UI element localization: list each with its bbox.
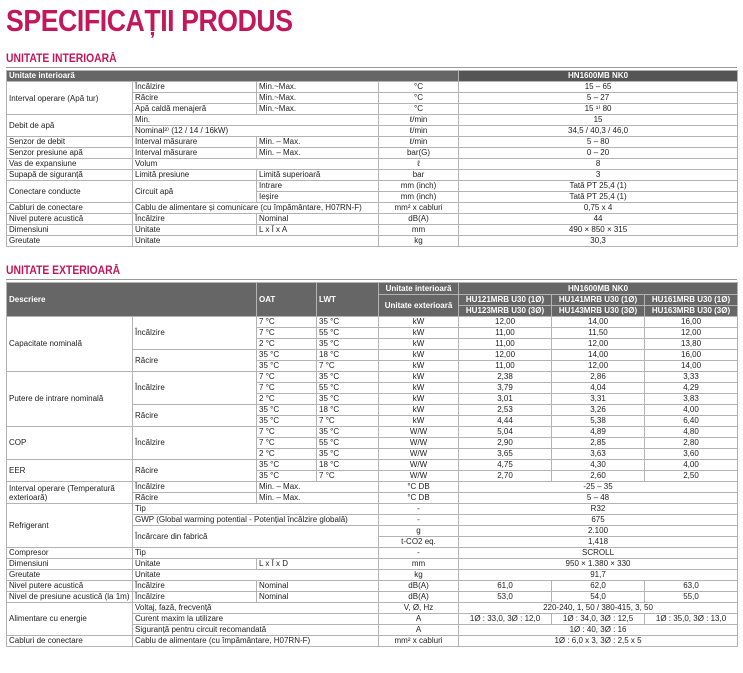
outdoor-model-2a: HU141MRB U30 (1Ø): [552, 295, 645, 306]
row-label: Greutate: [7, 236, 133, 247]
row-value: 3,60: [645, 449, 738, 460]
row-value: 11,00: [459, 328, 552, 339]
row-label: Conectare conducte: [7, 181, 133, 203]
outdoor-model-3a: HU161MRB U30 (1Ø): [645, 295, 738, 306]
row-unit: mm² x cabluri: [379, 636, 459, 647]
oat-value: 35 °C: [257, 405, 317, 416]
table-row: [7, 636, 738, 647]
table-row: [7, 137, 738, 148]
row-sublabel: Unitate: [133, 225, 257, 236]
row-sublabel: Tip: [133, 548, 379, 559]
row-value: 2,53: [459, 405, 552, 416]
row-unit: A: [379, 614, 459, 625]
row-sublabel: Încălzire: [133, 214, 257, 225]
row-value: 53,0: [459, 592, 552, 603]
row-unit: °C: [379, 93, 459, 104]
row-unit: °C: [379, 82, 459, 93]
oat-value: 7 °C: [257, 383, 317, 394]
oat-value: 7 °C: [257, 372, 317, 383]
oat-value: 7 °C: [257, 328, 317, 339]
table-row: [7, 427, 738, 438]
row-value: 11,00: [459, 361, 552, 372]
row-value: 950 × 1.380 × 330: [459, 559, 738, 570]
outdoor-header-lwt: LWT: [317, 283, 379, 317]
oat-value: 2 °C: [257, 394, 317, 405]
lwt-value: 18 °C: [317, 460, 379, 471]
cap-mode-label: Încălzire: [133, 317, 257, 350]
row-unit: kW: [379, 394, 459, 405]
row-value: 11,00: [459, 339, 552, 350]
row-unit: mm: [379, 559, 459, 570]
row-value: SCROLL: [459, 548, 738, 559]
lwt-value: 35 °C: [317, 394, 379, 405]
row-unit: kW: [379, 405, 459, 416]
table-row: [7, 372, 738, 383]
row-unit: ℓ: [379, 159, 459, 170]
lwt-value: 18 °C: [317, 405, 379, 416]
row-condition: Nominal: [257, 592, 379, 603]
outdoor-section-rule: [6, 279, 737, 280]
row-value: 220-240, 1, 50 / 380-415, 3, 50: [459, 603, 738, 614]
row-value: 3,79: [459, 383, 552, 394]
row-value: 3,26: [552, 405, 645, 416]
oat-value: 35 °C: [257, 471, 317, 482]
row-unit: dB(A): [379, 581, 459, 592]
row-value: 5,38: [552, 416, 645, 427]
lwt-value: 35 °C: [317, 317, 379, 328]
row-label: Cabluri de conectare: [7, 636, 133, 647]
row-value: 4,75: [459, 460, 552, 471]
row-value: 675: [459, 515, 738, 526]
indoor-header-model: HN1600MB NK0: [459, 71, 738, 82]
row-condition: Intrare: [257, 181, 379, 192]
performance-rows: [7, 317, 738, 482]
row-unit: °C DB: [379, 482, 459, 493]
row-label: Nivel putere acustică: [7, 214, 133, 225]
row-sublabel: Cablu de alimentare și comunicare (cu împământare, H07RN-F): [133, 203, 379, 214]
table-row: [7, 236, 738, 247]
row-sublabel: Volum: [133, 159, 379, 170]
cop-mode-label: Încălzire: [133, 427, 257, 460]
row-value: 12,00: [459, 317, 552, 328]
row-unit: °C: [379, 104, 459, 115]
oat-value: 35 °C: [257, 416, 317, 427]
lwt-value: 18 °C: [317, 350, 379, 361]
row-label: Dimensiuni: [7, 225, 133, 236]
row-unit: mm: [379, 225, 459, 236]
row-value: 62,0: [552, 581, 645, 592]
row-sublabel: Min.: [133, 115, 379, 126]
row-value: 3,33: [645, 372, 738, 383]
row-unit: kW: [379, 339, 459, 350]
row-sublabel: Siguranță pentru circuit recomandată: [133, 625, 379, 636]
table-row: [7, 159, 738, 170]
row-value: 34,5 / 40,3 / 46,0: [459, 126, 738, 137]
row-sublabel: GWP (Global warming potential - Potențial încălzire globală): [133, 515, 379, 526]
row-value: 6,40: [645, 416, 738, 427]
row-unit: kg: [379, 570, 459, 581]
row-value: 91,7: [459, 570, 738, 581]
row-condition: Min. – Max.: [257, 148, 379, 159]
table-row: [7, 592, 738, 603]
eer-mode-label: Răcire: [133, 460, 257, 482]
cap-mode-label: Răcire: [133, 350, 257, 372]
table-row: [7, 181, 738, 192]
row-unit: -: [379, 515, 459, 526]
row-value: 61,0: [459, 581, 552, 592]
pwr-label: Putere de intrare nominală: [7, 372, 133, 427]
row-value: 3,83: [645, 394, 738, 405]
row-sublabel: Voltaj, fază, frecvență: [133, 603, 379, 614]
table-row: [7, 214, 738, 225]
row-value: 13,80: [645, 339, 738, 350]
row-unit: t-CO2 eq.: [379, 537, 459, 548]
indoor-header-label: Unitate interioară: [7, 71, 459, 82]
outdoor-header-outdoor-label: Unitate exterioară: [379, 295, 459, 317]
lwt-value: 55 °C: [317, 383, 379, 394]
table-row: [7, 570, 738, 581]
row-value: 2,85: [552, 438, 645, 449]
row-sublabel: Unitate: [133, 570, 379, 581]
row-value: 4,00: [645, 405, 738, 416]
pwr-mode-label: Încălzire: [133, 372, 257, 405]
table-row: [7, 559, 738, 570]
row-value: 0 – 20: [459, 148, 738, 159]
row-label: Senzor de debit: [7, 137, 133, 148]
row-value: 4,00: [645, 460, 738, 471]
row-unit: g: [379, 526, 459, 537]
lwt-value: 35 °C: [317, 449, 379, 460]
row-value: 3: [459, 170, 738, 181]
lwt-value: 35 °C: [317, 372, 379, 383]
outdoor-model-1b: HU123MRB U30 (3Ø): [459, 306, 552, 317]
oat-value: 2 °C: [257, 449, 317, 460]
row-unit: W/W: [379, 449, 459, 460]
row-value: 4,29: [645, 383, 738, 394]
row-label: Interval operare (Temperatură exterioară): [7, 482, 133, 504]
row-unit: V, Ø, Hz: [379, 603, 459, 614]
row-label: Nivel putere acustică: [7, 581, 133, 592]
table-row: [7, 504, 738, 515]
row-value: 2,50: [645, 471, 738, 482]
lwt-value: 7 °C: [317, 361, 379, 372]
row-unit: mm (inch): [379, 181, 459, 192]
row-value: 4,80: [645, 427, 738, 438]
row-condition: Min.~Max.: [257, 82, 379, 93]
cop-label: COP: [7, 427, 133, 460]
row-label: Greutate: [7, 570, 133, 581]
indoor-spec-table: [6, 70, 738, 247]
row-unit: W/W: [379, 427, 459, 438]
row-value: 14,00: [552, 350, 645, 361]
page-title: SPECIFICAȚII PRODUS: [6, 3, 293, 38]
row-unit: -: [379, 548, 459, 559]
row-sublabel: Unitate: [133, 236, 379, 247]
row-sublabel: Nominal²⁾ (12 / 14 / 16kW): [133, 126, 379, 137]
row-label: Refrigerant: [7, 504, 133, 548]
row-value: Tată PT 25,4 (1): [459, 192, 738, 203]
row-condition: Min.~Max.: [257, 93, 379, 104]
row-value: 1Ø : 34,0, 3Ø : 12,5: [552, 614, 645, 625]
row-sublabel: Apă caldă menajeră: [133, 104, 257, 115]
outdoor-model-1a: HU121MRB U30 (1Ø): [459, 295, 552, 306]
row-value: 11,50: [552, 328, 645, 339]
outdoor-header-row-1: [7, 283, 738, 295]
row-value: 490 × 850 × 315: [459, 225, 738, 236]
row-sublabel: Încălzire: [133, 482, 257, 493]
row-value: 4,89: [552, 427, 645, 438]
outdoor-header-desc: Descriere: [7, 283, 257, 317]
lwt-value: 55 °C: [317, 438, 379, 449]
row-unit: kW: [379, 383, 459, 394]
row-unit: dB(A): [379, 592, 459, 603]
oat-value: 2 °C: [257, 339, 317, 350]
row-unit: -: [379, 504, 459, 515]
row-value: 30,3: [459, 236, 738, 247]
row-unit: ℓ/min: [379, 115, 459, 126]
lwt-value: 35 °C: [317, 427, 379, 438]
row-value: 3,01: [459, 394, 552, 405]
row-value: 16,00: [645, 317, 738, 328]
row-sublabel: Curent maxim la utilizare: [133, 614, 379, 625]
outdoor-model-3b: HU163MRB U30 (3Ø): [645, 306, 738, 317]
table-row: [7, 115, 738, 126]
misc-rows: [7, 482, 738, 647]
row-unit: kW: [379, 317, 459, 328]
outdoor-header-oat: OAT: [257, 283, 317, 317]
row-unit: W/W: [379, 471, 459, 482]
lwt-value: 7 °C: [317, 416, 379, 427]
table-row: [7, 82, 738, 93]
indoor-section-title: UNITATE INTERIOARĂ: [6, 53, 117, 65]
row-value: 14,00: [645, 361, 738, 372]
row-sublabel: Tip: [133, 504, 379, 515]
row-value: 4,30: [552, 460, 645, 471]
table-row: [7, 317, 738, 328]
row-value: 55,0: [645, 592, 738, 603]
row-unit: kW: [379, 372, 459, 383]
row-sublabel: Încălzire: [133, 592, 257, 603]
cap-label: Capacitate nominală: [7, 317, 133, 372]
row-value: 2.100: [459, 526, 738, 537]
outdoor-header-indoor-label: Unitate interioară: [379, 283, 459, 295]
row-condition: Nominal: [257, 581, 379, 592]
row-condition: L x Î x A: [257, 225, 379, 236]
table-row: [7, 482, 738, 493]
row-value: 8: [459, 159, 738, 170]
row-label: Senzor presiune apă: [7, 148, 133, 159]
row-value: Tată PT 25,4 (1): [459, 181, 738, 192]
row-value: 12,00: [459, 350, 552, 361]
table-row: [7, 548, 738, 559]
oat-value: 7 °C: [257, 427, 317, 438]
table-row: [7, 581, 738, 592]
row-value: 4,04: [552, 383, 645, 394]
table-row: [7, 203, 738, 214]
oat-value: 35 °C: [257, 460, 317, 471]
oat-value: 35 °C: [257, 350, 317, 361]
row-unit: bar: [379, 170, 459, 181]
row-value: 15: [459, 115, 738, 126]
row-value: 15 – 65: [459, 82, 738, 93]
row-value: -25 – 35: [459, 482, 738, 493]
row-value: 2,60: [552, 471, 645, 482]
indoor-header-row: [7, 71, 738, 82]
row-sublabel: Încălzire: [133, 82, 257, 93]
row-unit: kW: [379, 416, 459, 427]
row-value: 1Ø : 40, 3Ø : 16: [459, 625, 738, 636]
row-value: 44: [459, 214, 738, 225]
row-value: 1,418: [459, 537, 738, 548]
row-unit: mm (inch): [379, 192, 459, 203]
row-value: 1Ø : 33,0, 3Ø : 12,0: [459, 614, 552, 625]
pwr-mode-label: Răcire: [133, 405, 257, 427]
row-unit: A: [379, 625, 459, 636]
row-sublabel: Cablu de alimentare (cu împământare, H07RN-F): [133, 636, 379, 647]
row-label: Debit de apă: [7, 115, 133, 137]
row-sublabel: Interval măsurare: [133, 137, 257, 148]
oat-value: 35 °C: [257, 361, 317, 372]
row-label: Cabluri de conectare: [7, 203, 133, 214]
row-value: 0,75 x 4: [459, 203, 738, 214]
outdoor-model-2b: HU143MRB U30 (3Ø): [552, 306, 645, 317]
row-condition: Limită superioară: [257, 170, 379, 181]
row-value: 12,00: [552, 339, 645, 350]
row-value: 2,86: [552, 372, 645, 383]
row-value: 2,38: [459, 372, 552, 383]
row-sublabel: Încălzire: [133, 581, 257, 592]
row-unit: bar(G): [379, 148, 459, 159]
indoor-section-rule: [6, 67, 737, 68]
row-unit: kW: [379, 361, 459, 372]
table-row: [7, 170, 738, 181]
eer-label: EER: [7, 460, 133, 482]
row-value: 3,63: [552, 449, 645, 460]
row-sublabel: Încărcare din fabrică: [133, 526, 379, 548]
row-unit: ℓ/min: [379, 137, 459, 148]
row-value: 12,00: [552, 361, 645, 372]
row-value: 1Ø : 6,0 x 3, 3Ø : 2,5 x 5: [459, 636, 738, 647]
outdoor-section-title: UNITATE EXTERIOARĂ: [6, 265, 121, 277]
row-sublabel: Interval măsurare: [133, 148, 257, 159]
row-condition: Min. – Max.: [257, 493, 379, 504]
row-sublabel: Circuit apă: [133, 181, 257, 203]
row-value: 2,90: [459, 438, 552, 449]
row-condition: Ieșire: [257, 192, 379, 203]
row-value: 15 ¹⁾ 80: [459, 104, 738, 115]
row-unit: mm² x cabluri: [379, 203, 459, 214]
row-label: Supapă de siguranță: [7, 170, 133, 181]
table-row: [7, 225, 738, 236]
row-value: 63,0: [645, 581, 738, 592]
row-label: Alimentare cu energie: [7, 603, 133, 636]
row-value: 5,04: [459, 427, 552, 438]
row-condition: Min. – Max.: [257, 482, 379, 493]
row-condition: L x Î x D: [257, 559, 379, 570]
row-value: 5 – 80: [459, 137, 738, 148]
row-unit: kW: [379, 328, 459, 339]
row-value: 2,80: [645, 438, 738, 449]
row-unit: W/W: [379, 460, 459, 471]
outdoor-header-indoor-model: HN1600MB NK0: [459, 283, 738, 295]
row-unit: °C DB: [379, 493, 459, 504]
row-value: 14,00: [552, 317, 645, 328]
row-unit: kW: [379, 350, 459, 361]
row-value: 5 – 48: [459, 493, 738, 504]
row-value: R32: [459, 504, 738, 515]
row-unit: ℓ/min: [379, 126, 459, 137]
row-value: 16,00: [645, 350, 738, 361]
row-value: 1Ø : 35,0, 3Ø : 13,0: [645, 614, 738, 625]
row-sublabel: Răcire: [133, 93, 257, 104]
row-value: 3,65: [459, 449, 552, 460]
table-row: [7, 148, 738, 159]
table-row: [7, 603, 738, 614]
row-value: 4,44: [459, 416, 552, 427]
row-unit: dB(A): [379, 214, 459, 225]
row-sublabel: Limită presiune: [133, 170, 257, 181]
row-label: Dimensiuni: [7, 559, 133, 570]
row-unit: W/W: [379, 438, 459, 449]
row-sublabel: Unitate: [133, 559, 257, 570]
row-label: Compresor: [7, 548, 133, 559]
row-value: 2,70: [459, 471, 552, 482]
row-unit: kg: [379, 236, 459, 247]
row-condition: Nominal: [257, 214, 379, 225]
row-value: 3,31: [552, 394, 645, 405]
oat-value: 7 °C: [257, 438, 317, 449]
oat-value: 7 °C: [257, 317, 317, 328]
row-condition: Min. – Max.: [257, 137, 379, 148]
row-condition: Min.~Max.: [257, 104, 379, 115]
row-value: 12,00: [645, 328, 738, 339]
lwt-value: 35 °C: [317, 339, 379, 350]
row-label: Vas de expansiune: [7, 159, 133, 170]
row-sublabel: Răcire: [133, 493, 257, 504]
outdoor-spec-table: [6, 282, 738, 647]
table-row: [7, 460, 738, 471]
row-label: Nivel de presiune acustică (la 1m): [7, 592, 133, 603]
row-value: 54,0: [552, 592, 645, 603]
lwt-value: 55 °C: [317, 328, 379, 339]
row-value: 5 – 27: [459, 93, 738, 104]
lwt-value: 7 °C: [317, 471, 379, 482]
row-label: Interval operare (Apă tur): [7, 82, 133, 115]
